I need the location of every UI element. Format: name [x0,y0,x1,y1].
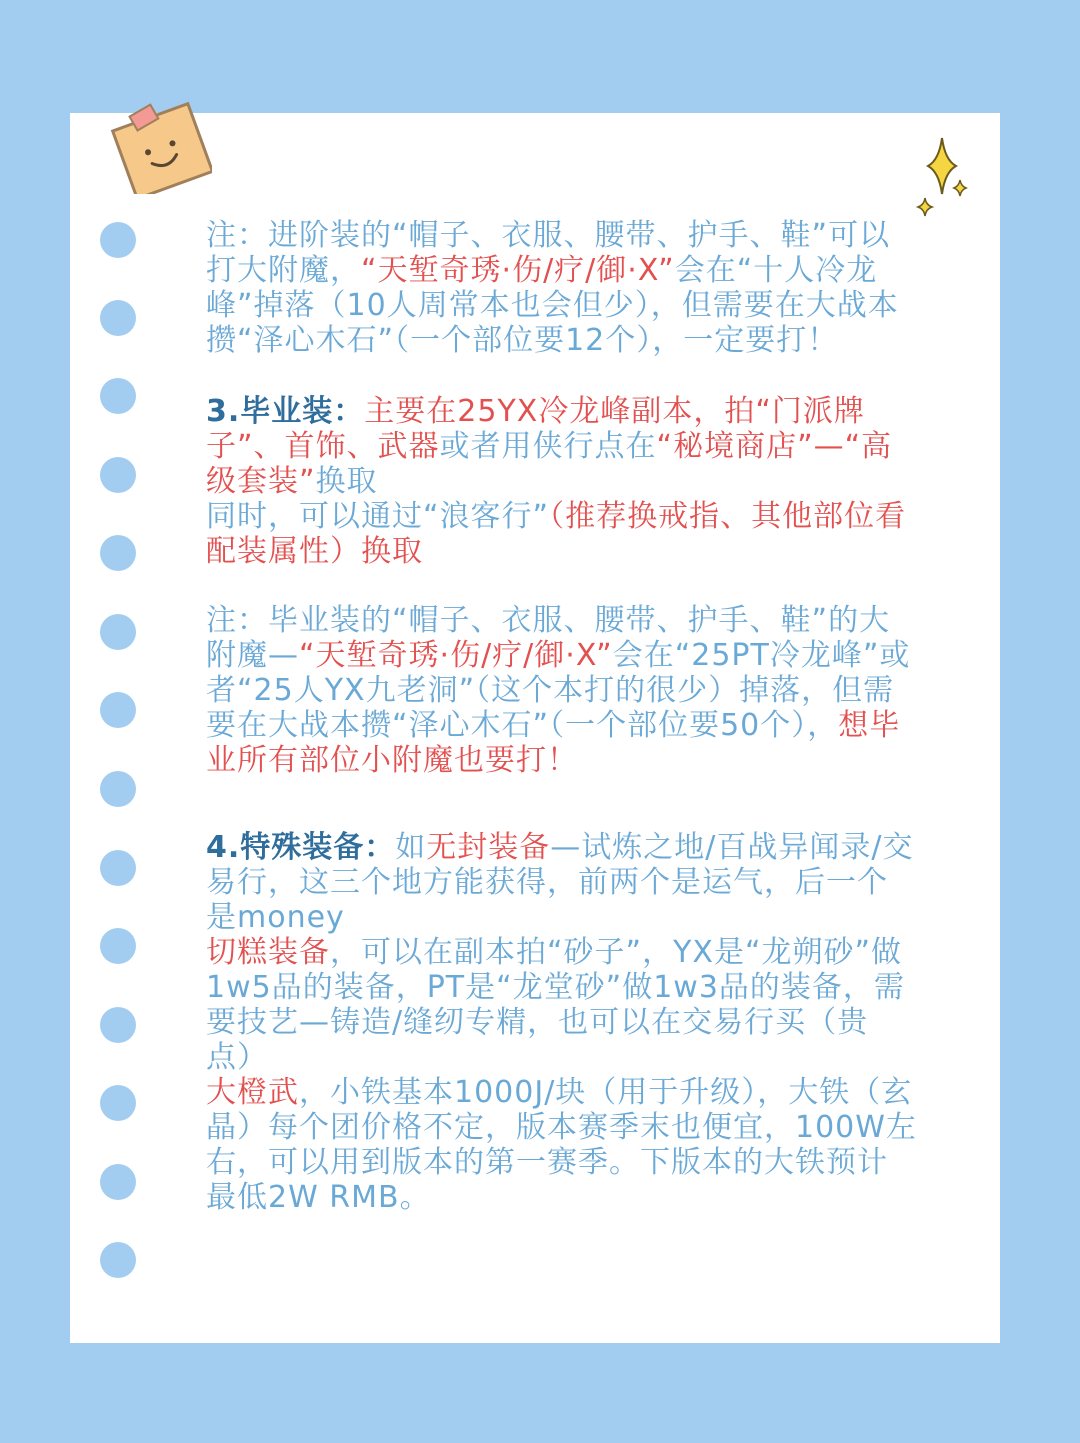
note-graduation-gear [206,603,918,778]
highlight-text: “秘境商店”—“高级套装” [206,429,893,499]
note-advanced-gear [206,218,918,358]
guide-text [206,218,918,1215]
sparkle-icon [916,136,970,218]
binder-hole [100,1164,136,1200]
smiley-sticky-note-icon [108,98,212,194]
body-text: —试炼之地/百战异闻录/交易行，这三个地方能获得，前两个是运气，后一个是money [206,830,914,935]
body-text: 或者用侠行点在 [439,429,657,464]
binder-hole [100,1085,136,1121]
body-text: 换取 [315,464,378,499]
binder-hole [100,222,136,258]
highlight-text: 切糕装备 [206,935,330,970]
body-text: ，可以在副本拍“砂子”，YX是“龙朔砂”做1w5品的装备，PT是“龙堂砂”做1w3品的装备，需要技艺—铸造/缝纫专精，也可以在交易行买（贵点） [206,935,905,1075]
binder-hole [100,1242,136,1278]
binder-hole [100,614,136,650]
section-heading: 4.特殊装备： [206,830,396,865]
highlight-text: “天堑奇琇·伤/疗/御·X” [361,253,675,288]
binder-hole [100,850,136,886]
binder-hole [100,300,136,336]
highlight-text: 大橙武 [206,1075,299,1110]
note-text: 注：毕业装的“帽子、衣服、腰带、护手、鞋”的大附魔— [206,603,891,673]
highlight-text: （推荐换戒指、其他部位看配装属性）换取 [206,499,907,569]
highlight-text: 25YX冷龙峰副本，拍“门派牌子”、首饰、武器 [206,394,865,464]
body-text: 同时，可以通过“浪客行” [206,499,550,534]
highlight-text: 主要在 [364,394,458,429]
highlight-text: 想毕业所有部位小附魔也要打！ [206,708,901,778]
highlight-text: “天堑奇琇·伤/疗/御·X” [299,638,613,673]
binder-hole [100,771,136,807]
binder-hole [100,457,136,493]
binder-hole [100,928,136,964]
note-text: 注：进阶装的“帽子、衣服、腰带、护手、鞋”可以打大附魔， [206,218,891,288]
body-text: ，小铁基本1000J/块（用于升级），大铁（玄晶）每个团价格不定，版本赛季末也便宜，100W左右，可以用到版本的第一赛季。下版本的大铁预计最低2W RMB。 [206,1075,917,1215]
binder-hole [100,378,136,414]
body-text: 如 [395,830,427,865]
highlight-text: 无封装备 [426,830,551,865]
note-text: 会在“十人冷龙峰”掉落（10人周常本也会但少），但需要在大战本攒“泽心木石”（一个部位要12个），一定要打！ [206,253,899,358]
section-special-gear [206,830,918,1215]
binder-hole [100,535,136,571]
note-text: 会在“25PT冷龙峰”或者“25人YX九老洞”（这个本打的很少）掉落，但需要在大战本攒“泽心木石”（一个部位要50个）， [206,638,911,743]
section-heading: 3.毕业装： [206,394,365,429]
binder-hole [100,692,136,728]
section-graduation-gear [206,394,918,569]
binder-hole [100,1007,136,1043]
